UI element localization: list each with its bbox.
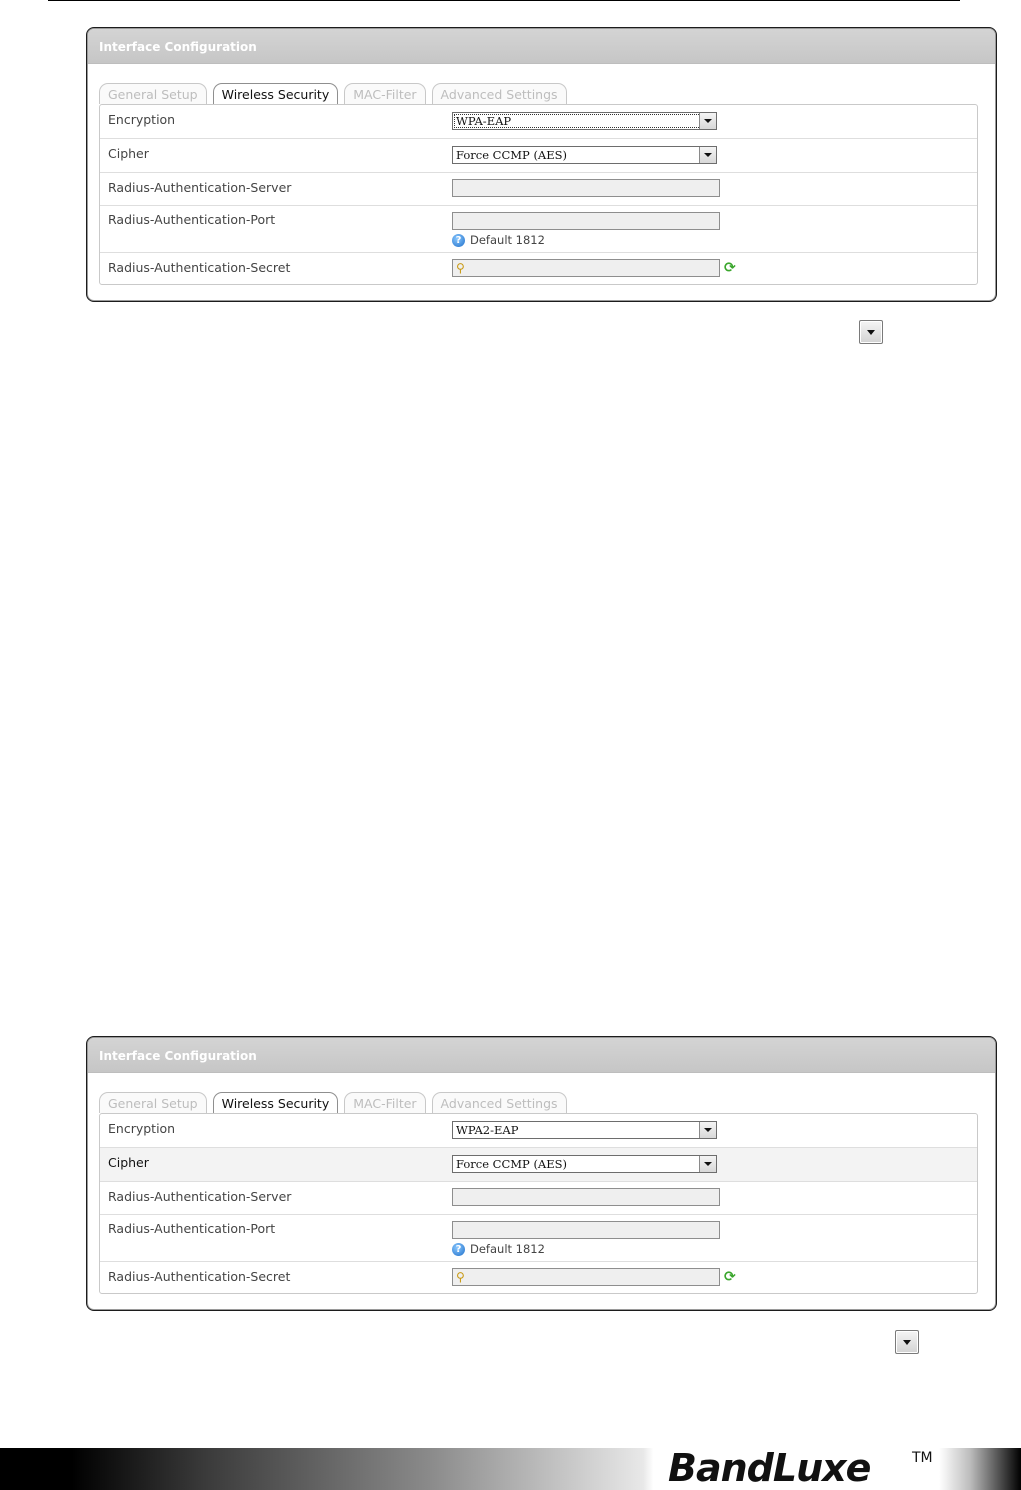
help-icon: ? xyxy=(452,234,465,247)
radius-server-row xyxy=(100,1182,977,1215)
radius-server-label: Radius-Authentication-Server xyxy=(108,1189,292,1204)
radius-port-hint xyxy=(452,1242,545,1256)
top-rule xyxy=(48,0,960,1)
cipher-label: Cipher xyxy=(108,146,149,161)
wireless-security-form xyxy=(99,1113,978,1294)
help-icon: ? xyxy=(452,1243,465,1256)
radius-port-label: Radius-Authentication-Port xyxy=(108,1221,276,1236)
radius-port-hint-text: Default 1812 xyxy=(470,233,545,247)
key-icon: ⚲ xyxy=(456,261,465,275)
encryption-select[interactable] xyxy=(452,112,717,130)
chevron-down-icon[interactable] xyxy=(699,113,716,129)
radius-server-label: Radius-Authentication-Server xyxy=(108,180,292,195)
trademark-mark: TM xyxy=(912,1450,933,1466)
encryption-select[interactable] xyxy=(452,1121,717,1139)
cipher-select[interactable] xyxy=(452,1155,717,1173)
chevron-down-icon xyxy=(859,320,883,344)
panel-title: Interface Configuration xyxy=(88,1038,995,1073)
cipher-row xyxy=(100,139,977,173)
tab-bar xyxy=(99,83,567,105)
radius-port-input[interactable] xyxy=(452,212,720,230)
radius-port-row xyxy=(100,1215,977,1262)
encryption-value: WPA-EAP xyxy=(456,114,512,128)
radius-server-input[interactable] xyxy=(452,179,720,197)
interface-configuration-panel xyxy=(87,28,996,301)
encryption-value: WPA2-EAP xyxy=(456,1123,519,1137)
tab-advanced-settings[interactable]: Advanced Settings xyxy=(432,1092,567,1113)
cipher-select[interactable] xyxy=(452,146,717,164)
radius-port-hint xyxy=(452,233,545,247)
cipher-value: Force CCMP (AES) xyxy=(456,148,567,162)
cipher-label: Cipher xyxy=(108,1155,149,1170)
cipher-value: Force CCMP (AES) xyxy=(456,1157,567,1171)
radius-server-row xyxy=(100,173,977,206)
radius-secret-input[interactable] xyxy=(452,1268,720,1286)
tab-general-setup[interactable]: General Setup xyxy=(99,1092,207,1113)
refresh-icon[interactable]: ⟳ xyxy=(724,1269,736,1285)
radius-port-row xyxy=(100,206,977,253)
radius-port-hint-text: Default 1812 xyxy=(470,1242,545,1256)
tab-wireless-security[interactable]: Wireless Security xyxy=(213,83,339,104)
radius-secret-input[interactable] xyxy=(452,259,720,277)
tab-mac-filter[interactable]: MAC-Filter xyxy=(344,1092,425,1113)
radius-server-input[interactable] xyxy=(452,1188,720,1206)
radius-port-input[interactable] xyxy=(452,1221,720,1239)
chevron-down-icon xyxy=(895,1330,919,1354)
radius-secret-label: Radius-Authentication-Secret xyxy=(108,1269,291,1284)
tab-bar xyxy=(99,1092,567,1114)
refresh-icon[interactable]: ⟳ xyxy=(724,260,736,276)
radius-secret-label: Radius-Authentication-Secret xyxy=(108,260,291,275)
interface-configuration-panel xyxy=(87,1037,996,1310)
brand-logo: BandLuxe xyxy=(668,1446,871,1490)
tab-advanced-settings[interactable]: Advanced Settings xyxy=(432,83,567,104)
cipher-row xyxy=(100,1148,977,1182)
tab-wireless-security[interactable]: Wireless Security xyxy=(213,1092,339,1113)
key-icon: ⚲ xyxy=(456,1270,465,1284)
radius-secret-row xyxy=(100,1262,977,1293)
chevron-down-icon[interactable] xyxy=(699,1122,716,1138)
panel-title: Interface Configuration xyxy=(88,29,995,64)
chevron-down-icon[interactable] xyxy=(699,147,716,163)
wireless-security-form xyxy=(99,104,978,285)
radius-secret-row xyxy=(100,253,977,284)
tab-mac-filter[interactable]: MAC-Filter xyxy=(344,83,425,104)
chevron-down-icon[interactable] xyxy=(699,1156,716,1172)
encryption-label: Encryption xyxy=(108,112,176,127)
radius-port-label: Radius-Authentication-Port xyxy=(108,212,276,227)
encryption-row xyxy=(100,105,977,139)
encryption-row xyxy=(100,1114,977,1148)
tab-general-setup[interactable]: General Setup xyxy=(99,83,207,104)
encryption-label: Encryption xyxy=(108,1121,176,1136)
